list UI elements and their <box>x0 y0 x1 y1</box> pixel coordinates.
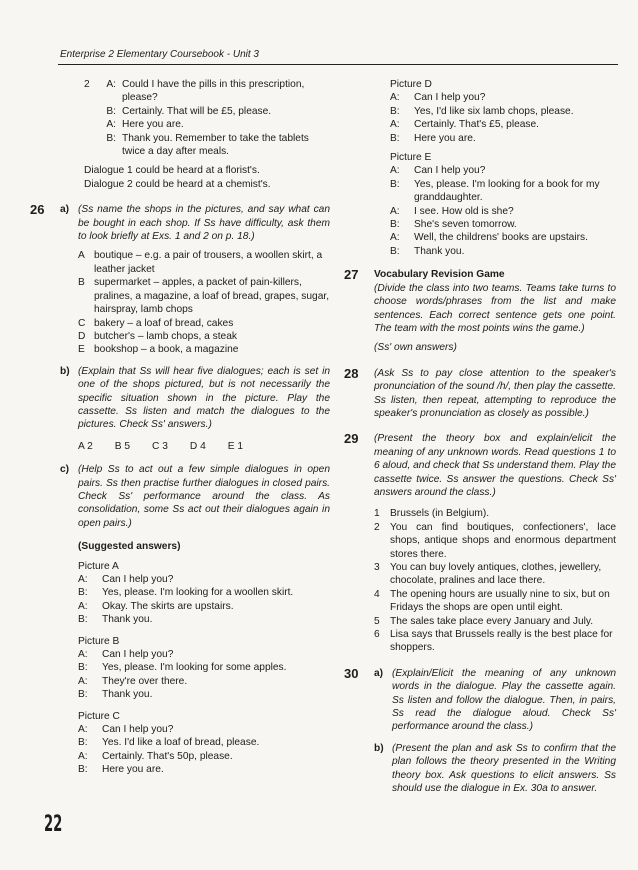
item-text: Lisa says that Brussels really is the best place for shoppers. <box>390 629 613 654</box>
line-text: Certainly. That's £5, please. <box>414 119 540 131</box>
picture-title: Picture D <box>390 79 432 90</box>
answer: B 5 <box>114 440 131 452</box>
instruction: (Help Ss to act out a few simple dialogues in open pairs. Ss then practise further dialogues in closed pairs. Check Ss' performance around the class. As consolidation, some Ss act out their dialogues again in open pairs.) <box>78 464 330 529</box>
line-text: Thank you. <box>102 689 153 701</box>
speaker: A: <box>106 79 116 90</box>
exercise-27 <box>344 267 616 354</box>
line-text: Yes, please. I'm looking for some apples. <box>102 662 287 674</box>
dialogue-2 <box>60 78 330 158</box>
item-number: 2 <box>374 521 380 533</box>
part-letter: b) <box>60 365 70 377</box>
dialogue-line <box>84 78 330 105</box>
part-letter: a) <box>60 204 70 216</box>
exercise-number: 27 <box>344 267 359 283</box>
line-text: Yes, please. I'm looking for a woollen skirt. <box>102 587 294 599</box>
answer-item <box>374 628 616 655</box>
speaker: B: <box>78 737 88 749</box>
instruction: (Explain that Ss will hear five dialogues; each is set in one of the shops pictured, but is not necessarily the specific situation shown in the picture. Play the cassette. Ss listen and match the dialogues to the pictures. Check Ss' answers.) <box>78 365 330 431</box>
speaker: A: <box>390 165 400 177</box>
picture-title: Picture C <box>78 710 120 722</box>
instruction: (Explain/Elicit the meaning of any unknown words in the dialogue. Play the cassette again. Ss listen and follow the dialogue. Then, in pairs, Ss read the dialogue aloud. Check Ss' performance around the class.) <box>392 667 616 733</box>
item-text: The opening hours are usually nine to six, but on Fridays the shops are open until eight. <box>390 588 610 614</box>
line-text: Here you are. <box>122 119 184 131</box>
part-letter: c) <box>60 464 70 476</box>
speaker: B: <box>390 219 400 231</box>
part-a <box>60 203 330 356</box>
line-text: Yes, please. I'm looking for a book for my granddaughter. <box>414 178 600 204</box>
speaker: B: <box>106 105 116 117</box>
answer: E 1 <box>227 440 244 452</box>
part-b <box>374 742 616 796</box>
exercise-title: Vocabulary Revision Game <box>374 269 505 281</box>
exercise-number: 30 <box>344 665 359 681</box>
part-a <box>374 667 616 734</box>
item-letter: B <box>78 277 85 289</box>
line-text: Here you are. <box>102 764 164 776</box>
speaker: A: <box>390 232 400 244</box>
item-number: 6 <box>374 629 380 641</box>
exercise-number: 26 <box>30 202 45 218</box>
item-text: bookshop – a book, a magazine <box>94 344 239 356</box>
line-text: Certainly. That's 50p, please. <box>102 750 233 762</box>
speaker: A: <box>106 119 116 131</box>
picture-dialogue <box>348 151 616 258</box>
item-number: 1 <box>374 508 380 520</box>
running-header: Enterprise 2 Elementary Coursebook - Unit 3 <box>60 49 259 60</box>
page-number: 22 <box>44 812 63 837</box>
item-text: bakery – a loaf of bread, cakes <box>94 317 234 329</box>
exercise-28 <box>344 365 616 421</box>
instruction: (Divide the class into two teams. Teams take turns to choose words/phrases from the list and make sentences. Each correct sentence gets one point. The team with the most points wins the game.) <box>374 282 616 334</box>
speaker: A: <box>78 600 88 612</box>
heard-note-1: Dialogue 1 could be heard at a florist's. <box>84 165 260 177</box>
speaker: A: <box>78 649 88 661</box>
header-rule <box>58 64 618 65</box>
exercise-number: 28 <box>344 365 359 381</box>
speaker: B: <box>390 132 400 144</box>
item-letter: E <box>78 344 85 356</box>
item-number: 5 <box>374 615 380 627</box>
speaker: B: <box>78 614 88 626</box>
line-text: Well, the childrens' books are upstairs. <box>414 232 588 244</box>
speaker: B: <box>78 587 88 599</box>
answer-item <box>374 561 616 588</box>
line-text: Yes. I'd like a loaf of bread, please. <box>102 737 260 749</box>
shop-item <box>78 276 330 316</box>
item-text: supermarket – apples, a packet of pain-killers, pralines, a magazine, a loaf of bread, grapes, sugar, hairspray, lamb chops <box>94 277 330 316</box>
line-text: Can I help you? <box>414 92 486 104</box>
line-text: Can I help you? <box>414 165 486 177</box>
line-text: Thank you. <box>414 245 465 257</box>
answer: D 4 <box>189 440 206 452</box>
speaker: B: <box>106 132 116 144</box>
line-text: I see. How old is she? <box>414 205 514 217</box>
answer: A 2 <box>78 440 93 452</box>
part-letter: b) <box>374 742 384 754</box>
heard-note-2: Dialogue 2 could be heard at a chemist's. <box>84 178 271 190</box>
part-c <box>60 463 330 777</box>
item-text: butcher's – lamb chops, a steak <box>94 330 237 342</box>
speaker: B: <box>390 105 400 117</box>
item-number: 3 <box>374 562 380 573</box>
part-b <box>60 365 330 453</box>
line-text: Thank you. Remember to take the tablets twice a day after meals. <box>122 132 309 158</box>
exercise-26 <box>30 202 330 776</box>
dialogue-line <box>84 118 330 131</box>
instruction: (Present the plan and ask Ss to confirm that the plan follows the theory presented in the Writing theory box. Ask questions to elicit answers. Ss should use the dialogue in Ex. 30a to answer. <box>392 742 616 795</box>
speaker: A: <box>78 724 88 736</box>
right-column <box>344 78 616 796</box>
speaker: A: <box>78 675 88 687</box>
exercise-number: 29 <box>344 431 359 447</box>
line-text: Yes, I'd like six lamb chops, please. <box>414 105 574 117</box>
item-text: You can buy lovely antiques, clothes, jewellery, chocolate, pralines and lace there. <box>390 562 602 587</box>
item-text: boutique – e.g. a pair of trousers, a woollen skirt, a leather jacket <box>94 250 323 275</box>
line-text: Could I have the pills in this prescription, please? <box>122 79 305 104</box>
line-text: Thank you. <box>102 614 153 626</box>
left-column <box>30 78 330 777</box>
line-text: Here you are. <box>414 132 476 144</box>
part-letter: a) <box>374 667 384 679</box>
line-text: She's seven tomorrow. <box>414 219 517 231</box>
picture-title: Picture E <box>390 152 432 164</box>
answer-item <box>374 521 616 561</box>
shop-item <box>78 249 330 276</box>
suggested-answers-heading: (Suggested answers) <box>78 541 181 553</box>
shop-item <box>78 343 330 356</box>
line-text: Can I help you? <box>102 724 174 736</box>
item-letter: A <box>78 250 85 262</box>
answer-item <box>374 507 616 520</box>
item-text: Brussels (in Belgium). <box>390 508 490 520</box>
item-text: The sales take place every January and July. <box>390 615 594 627</box>
shop-item <box>78 317 330 330</box>
item-letter: C <box>78 317 86 329</box>
answer-note: (Ss' own answers) <box>374 342 457 354</box>
instruction: (Ss name the shops in the pictures, and say what can be bought in each shop. If Ss have difficulty, ask them to look briefly at Exs. 1 and 2 on p. 18.) <box>78 204 330 243</box>
picture-dialogue <box>78 560 330 627</box>
instruction: (Present the theory box and explain/elicit the meaning of any unknown words. Read questions 1 to 6 aloud, and check that Ss understand them. Play the cassette twice. Ss answer the questions. Check Ss' answers around the class.) <box>374 433 616 498</box>
dialogue-line <box>84 132 330 159</box>
speaker: B: <box>390 178 400 190</box>
line-text: Okay. The skirts are upstairs. <box>102 600 234 612</box>
speaker: B: <box>78 662 88 674</box>
dialogue-number: 2 <box>84 79 90 90</box>
exercise-29 <box>344 431 616 655</box>
speaker: B: <box>78 764 88 776</box>
answer-item <box>374 588 616 615</box>
speaker: A: <box>78 574 88 585</box>
item-letter: D <box>78 330 86 342</box>
answer: C 3 <box>152 440 168 452</box>
line-text: Can I help you? <box>102 649 174 661</box>
line-text: Certainly. That will be £5, please. <box>122 105 272 117</box>
shop-item <box>78 330 330 343</box>
speaker: A: <box>78 750 88 762</box>
picture-dialogue <box>78 635 330 702</box>
picture-dialogue <box>348 78 616 145</box>
speaker: A: <box>390 92 400 104</box>
dialogue-line <box>84 105 330 118</box>
item-text: You can find boutiques, confectioners', lace shops, antique shops and enormous department stores there. <box>390 521 616 560</box>
answer-row <box>78 440 330 453</box>
speaker: A: <box>390 205 400 217</box>
speaker: B: <box>390 245 400 257</box>
item-number: 4 <box>374 588 380 600</box>
answer-item <box>374 615 616 628</box>
line-text: They're over there. <box>102 675 188 687</box>
picture-title: Picture B <box>78 635 120 647</box>
speaker: A: <box>390 119 400 131</box>
speaker: B: <box>78 689 88 701</box>
exercise-30 <box>344 665 616 796</box>
picture-dialogue <box>78 710 330 777</box>
line-text: Can I help you? <box>102 574 174 585</box>
instruction: (Ask Ss to pay close attention to the speaker's pronunciation of the sound /h/, then play the cassette. Ss listen, then repeat, attempting to reproduce the speaker's pronunciation as closely as possible.) <box>374 367 616 419</box>
picture-title: Picture A <box>78 560 119 572</box>
